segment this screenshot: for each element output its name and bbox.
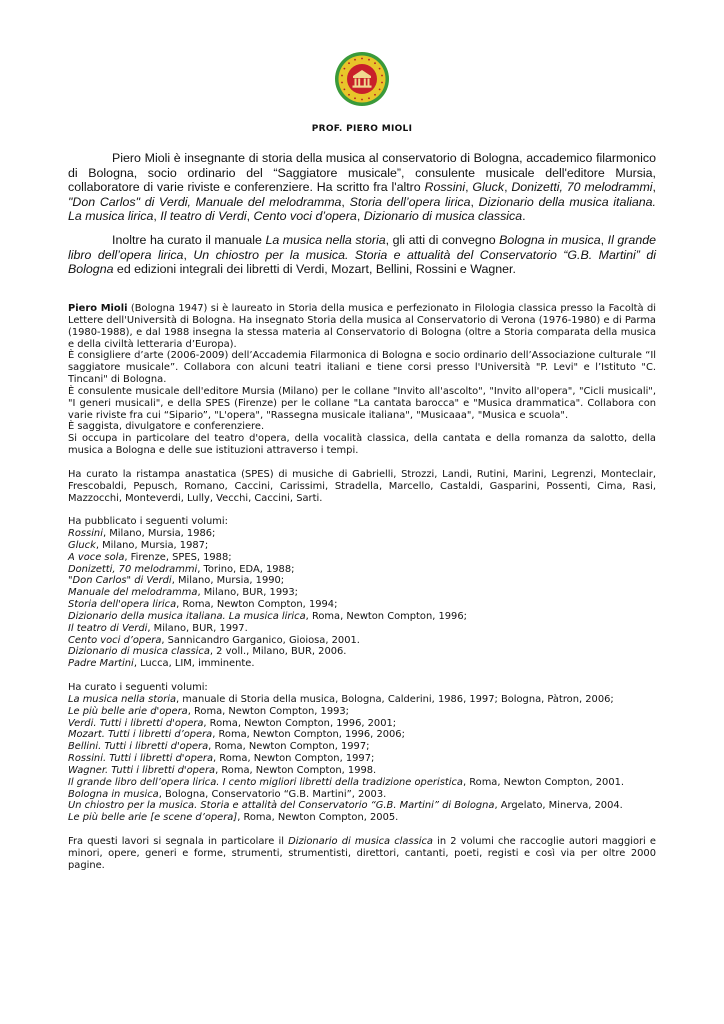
- book-details: , Torino, EDA, 1988;: [197, 563, 295, 575]
- work-title: Dizionario di musica classica: [363, 209, 523, 224]
- book-title: Manuale del melodramma: [68, 587, 198, 599]
- work-title: Donizetti, 70 melodrammi: [511, 180, 653, 195]
- book-title: Rossini. Tutti i libretti d'opera: [68, 753, 214, 765]
- association-seal-icon: [334, 51, 390, 107]
- book-details: , Roma, Newton Compton, 1996, 2006;: [212, 729, 405, 741]
- bio-paragraph: [68, 303, 656, 350]
- work-title: Gluck: [472, 180, 505, 195]
- book-title: Un chiostro per la musica. Storia e attalità del Conservatorio “G.B. Martini” di Bologna: [68, 800, 495, 812]
- edited-heading: Ha curato i seguenti volumi:: [68, 682, 208, 693]
- book-details: , Milano, Mursia, 1990;: [171, 575, 285, 587]
- bio-name: Piero Mioli: [68, 303, 128, 314]
- intro-text: ed edizioni integrali dei libretti di Verdi, Mozart, Bellini, Rossini e Wagner.: [113, 262, 516, 277]
- closing-paragraph: [68, 836, 656, 872]
- published-list: [68, 528, 656, 670]
- intro-text: Piero Mioli è insegnante di storia della musica al conservatorio di Bologna, accademico filarmonico di Bologna, socio ordinario del “Saggiatore musicale”, consulente musicale dell'editore Mursia, collaboratore di varie riviste e conferenziere. Ha scritto fra l'altro: [68, 151, 656, 195]
- bio-paragraph: È consigliere d’arte (2006-2009) dell’Accademia Filarmonica di Bologna e socio ordinario dell’Associazione culturale “Il saggiatore musicale”. Collabora con alcuni teatri italiani e tiene corsi presso l'Università "P. Levi" e l’Istituto "C. Tincani" di Bologna.: [68, 350, 656, 386]
- book-details: , Sannicandro Garganico, Gioiosa, 2001.: [161, 634, 360, 646]
- intro-text: ,: [504, 180, 512, 195]
- intro-text: ,: [341, 194, 350, 209]
- intro-text: ,: [356, 209, 364, 224]
- seal-graphic: [334, 51, 390, 107]
- work-title: Il teatro di Verdi: [160, 209, 247, 224]
- closing-text: in 2 volumi che raccoglie autori maggiori e minori, opere, generi e forme, strumenti, strumentisti, direttori, cantanti, poeti, registi e così via per oltre 2000 pagine.: [68, 835, 657, 871]
- bibliography-item: [68, 611, 656, 623]
- work-title: La musica nella storia: [265, 232, 386, 247]
- closing-text: Fra questi lavori si segnala in particolare il: [68, 835, 289, 847]
- work-title: Cento voci d’opera: [253, 209, 357, 224]
- work-title: Un chiostro per la musica. Storia e attualità del Conservatorio “G.B. Martini” di Bologna: [68, 247, 656, 277]
- work-title: Il grande libro dell’opera lirica: [68, 232, 656, 262]
- bio-paragraph: È consulente musicale dell'editore Mursia (Milano) per le collane "Invito all'ascolto", "Invito all'opera", "Cicli musicali", "I generi musicali", e della SPES (Firenze) per le collane "La cantata barocca" e "Musica drammatica". Collabora con varie riviste fra cui “Sipario”, "L'opera", "Rassegna musicale italiana", "Musicaaa", "Musica e scuola".: [68, 385, 656, 421]
- intro-text: Inoltre ha curato il manuale: [112, 232, 266, 247]
- bibliography-item: [68, 599, 656, 611]
- intro-section: [68, 151, 656, 277]
- bibliography-item: [68, 623, 656, 635]
- book-title: "Don Carlos" di Verdi: [68, 575, 172, 587]
- intro-paragraph: [68, 233, 656, 277]
- intro-text: .: [522, 209, 526, 224]
- book-title: Cento voci d’opera: [68, 634, 162, 646]
- intro-text: ,: [183, 247, 194, 262]
- bibliography-item: [68, 765, 656, 777]
- bibliography-item: [68, 658, 656, 670]
- book-title: Il grande libro dell’opera lirica. I cento migliori libretti della tradizione operistica: [68, 776, 463, 788]
- work-title: Dizionario della musica italiana. La musica lirica: [68, 194, 656, 224]
- bio-paragraph: Ha curato la ristampa anastatica (SPES) di musiche di Gabrielli, Strozzi, Landi, Rutini, Marini, Legrenzi, Monteclair, Frescobaldi, Pepusch, Romano, Caccini, Carissimi, Stradella, Marcello, Castaldi, Gasparini, Possenti, Cima, Rasi, Mazzocchi, Monteverdi, Lully, Vecchi, Caccini, Sarti.: [68, 468, 656, 504]
- book-details: , Roma, Newton Compton, 2005.: [237, 812, 399, 824]
- book-title: Le più belle arie d'opera: [68, 705, 188, 717]
- bibliography-item: [68, 694, 656, 706]
- work-title: "Don Carlos" di Verdi, Manuale del melodramma: [68, 194, 342, 209]
- bibliography-item: [68, 753, 656, 765]
- bibliography-item: [68, 552, 656, 564]
- intro-text: ,: [246, 209, 254, 224]
- book-details: , Roma, Newton Compton, 1996, 2001;: [203, 717, 397, 729]
- book-title: Dizionario di musica classica: [68, 646, 210, 658]
- book-details: , Firenze, SPES, 1988;: [124, 551, 232, 563]
- intro-text: , gli atti di convegno: [385, 232, 500, 247]
- intro-paragraph: [68, 151, 656, 224]
- book-title: Verdi. Tutti i libretti d'opera: [68, 717, 204, 729]
- book-details: , Milano, Mursia, 1986;: [102, 528, 216, 540]
- book-title: Rossini: [68, 528, 103, 540]
- book-title: Il teatro di Verdi: [68, 622, 148, 634]
- book-details: , Milano, BUR, 1993;: [197, 587, 298, 599]
- page-title: PROF. PIERO MIOLI: [311, 124, 413, 134]
- seal-red-center: [347, 64, 377, 94]
- bibliography-item: [68, 564, 656, 576]
- book-title: Mozart. Tutti i libretti d’opera: [68, 729, 213, 741]
- book-title: A voce sola: [68, 551, 125, 563]
- book-details: , Milano, Mursia, 1987;: [95, 539, 209, 551]
- bibliography-item: [68, 718, 656, 730]
- book-title: Bologna in musica: [68, 788, 159, 800]
- bio-paragraph: Si occupa in particolare del teatro d'opera, della vocalità classica, della cantata e della romanza da salotto, della musica a Bologna e delle sue istituzioni attraverso i tempi.: [68, 433, 656, 457]
- work-title: Bologna in musica: [499, 232, 601, 247]
- book-title: Gluck: [68, 539, 96, 551]
- intro-text: ,: [470, 194, 479, 209]
- book-details: , Roma, Newton Compton, 1997;: [208, 741, 370, 753]
- book-details: , Roma, Newton Compton, 1997;: [213, 753, 375, 765]
- book-title: Padre Martini: [68, 658, 134, 670]
- book-title: Donizetti, 70 melodrammi: [68, 563, 198, 575]
- book-details: , Roma, Newton Compton, 1994;: [176, 599, 338, 611]
- book-details: , 2 voll., Milano, BUR, 2006.: [209, 646, 347, 658]
- bibliography-item: [68, 789, 656, 801]
- bibliography-item: [68, 812, 656, 824]
- biography-section: [68, 303, 656, 872]
- bibliography-item: [68, 777, 656, 789]
- bibliography-item: [68, 741, 656, 753]
- bio-paragraph: È saggista, divulgatore e conferenziere.: [68, 421, 265, 433]
- book-title: La musica nella storia: [68, 693, 177, 705]
- bio-text: (Bologna 1947) si è laureato in Storia della musica e perfezionato in Filologia classica presso la Facoltà di Lettere dell'Università di Bologna. Ha insegnato Storia della musica al Conservatorio di Verona (1976-1980) e di Parma (1980-1988), e dal 1988 insegna la stessa materia al Conservatorio di Bologna (oltre a Storia comparata della musica e della civiltà letteraria d’Europa).: [68, 303, 656, 350]
- intro-text: ,: [652, 180, 656, 195]
- intro-text: ,: [465, 180, 473, 195]
- closing-title: Dizionario di musica classica: [288, 835, 433, 847]
- bibliography-item: [68, 540, 656, 552]
- bibliography-item: [68, 800, 656, 812]
- bibliography-item: [68, 635, 656, 647]
- book-details: , Lucca, LIM, imminente.: [133, 658, 255, 670]
- published-heading: Ha pubblicato i seguenti volumi:: [68, 516, 228, 528]
- book-title: Dizionario della musica italiana. La musica lirica: [68, 610, 306, 622]
- book-title: Wagner. Tutti i libretti d'opera: [68, 764, 216, 776]
- book-details: , Roma, Newton Compton, 2001.: [462, 776, 625, 788]
- edited-list: [68, 694, 656, 824]
- bibliography-item: [68, 706, 656, 718]
- book-title: Le più belle arie [e scene d’opera]: [68, 812, 238, 824]
- book-details: , Roma, Newton Compton, 1998.: [215, 764, 377, 776]
- bibliography-item: [68, 729, 656, 741]
- book-details: , manuale di Storia della musica, Bologna, Calderini, 1986, 1997; Bologna, Pàtron, 2006;: [176, 693, 614, 705]
- book-title: Bellini. Tutti i libretti d'opera: [68, 741, 209, 753]
- book-details: , Bologna, Conservatorio “G.B. Martini”, 2003.: [158, 788, 387, 800]
- book-details: , Roma, Newton Compton, 1993;: [187, 705, 350, 717]
- bibliography-item: [68, 587, 656, 599]
- intro-text: ,: [600, 232, 608, 247]
- work-title: Storia dell’opera lirica: [349, 194, 471, 209]
- book-details: , Milano, BUR, 1997.: [147, 622, 248, 634]
- bibliography-item: [68, 575, 656, 587]
- book-details: , Roma, Newton Compton, 1996;: [305, 610, 467, 622]
- book-details: , Argelato, Minerva, 2004.: [494, 800, 623, 812]
- bibliography-item: [68, 528, 656, 540]
- intro-text: ,: [153, 209, 161, 224]
- work-title: Rossini: [424, 180, 466, 195]
- bibliography-item: [68, 646, 656, 658]
- book-title: Storia dell'opera lirica: [68, 599, 177, 611]
